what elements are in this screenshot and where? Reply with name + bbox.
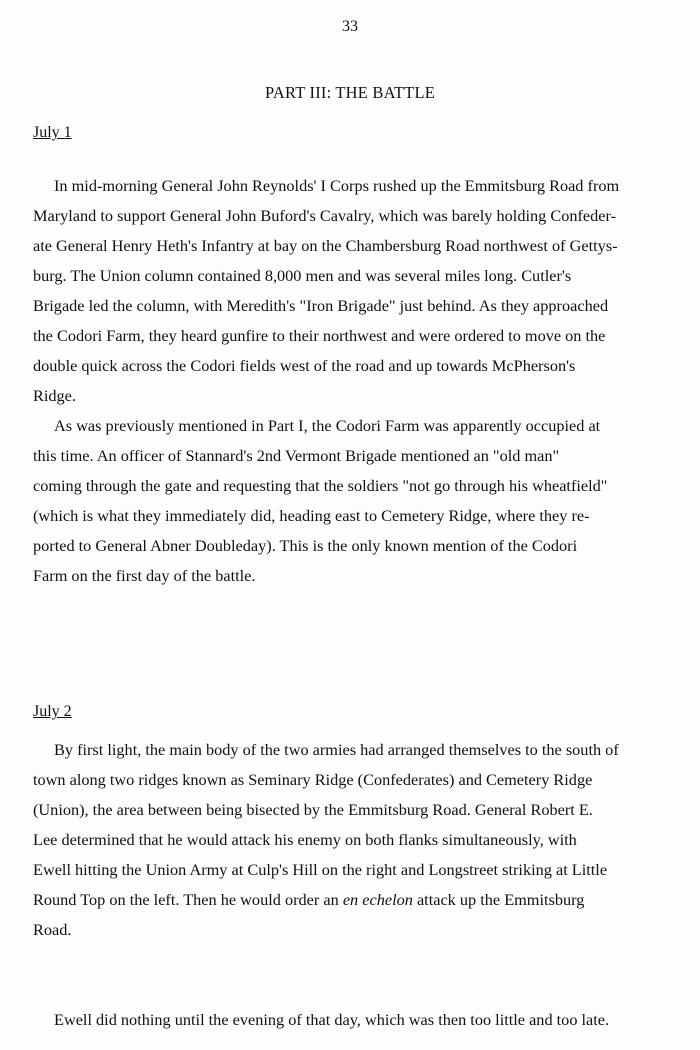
text-line: town along two ridges known as Seminary Ridge (Confederates) and Cemetery Ridge	[33, 770, 593, 789]
text-line-with-italic	[33, 885, 673, 915]
text-line: Ewell did nothing until the evening of that day, which was then too little and too late.	[54, 1010, 610, 1029]
text-line: the Codori Farm, they heard gunfire to their northwest and were ordered to move on the	[33, 326, 606, 345]
page-number: 33	[342, 18, 358, 35]
text-line: By first light, the main body of the two armies had arranged themselves to the south of	[54, 740, 619, 759]
text-line: As was previously mentioned in Part I, the Codori Farm was apparently occupied at	[54, 416, 601, 435]
text-line: ported to General Abner Doubleday). This is the only known mention of the Codori	[33, 536, 578, 555]
text-line: Road.	[33, 920, 72, 939]
text-line: Ridge.	[33, 386, 76, 405]
text-line: burg. The Union column contained 8,000 men and was several miles long. Cutler's	[33, 266, 572, 285]
section-heading-july-1: July 1	[33, 124, 72, 141]
text-line: ate General Henry Heth's Infantry at bay on the Chambersburg Road northwest of Gettys-	[33, 236, 618, 255]
paragraph-july2-ewell	[33, 1005, 673, 1035]
part-title: PART III: THE BATTLE	[265, 83, 435, 102]
text-line: Farm on the first day of the battle.	[33, 566, 256, 585]
section-heading-july-2: July 2	[33, 703, 72, 720]
text-line: Brigade led the column, with Meredith's "Iron Brigade" just behind. As they approached	[33, 296, 609, 315]
text-line: Maryland to support General John Buford's Cavalry, which was barely holding Confeder-	[33, 206, 617, 225]
paragraph-july1-reynolds	[33, 171, 673, 411]
italic-term-en-echelon: en echelon	[342, 890, 413, 909]
text-line: this time. An officer of Stannard's 2nd Vermont Brigade mentioned an "old man"	[33, 446, 560, 465]
paragraph-july1-codori-farm	[33, 411, 673, 591]
text-segment: attack up the Emmitsburg	[412, 890, 585, 909]
text-line: Ewell hitting the Union Army at Culp's Hill on the right and Longstreet striking at Little	[33, 860, 608, 879]
text-segment: Round Top on the left. Then he would order an	[33, 890, 343, 909]
text-line: (which is what they immediately did, heading east to Cemetery Ridge, where they re-	[33, 506, 590, 525]
text-line: (Union), the area between being bisected by the Emmitsburg Road. General Robert E.	[33, 800, 593, 819]
text-line: Lee determined that he would attack his enemy on both flanks simultaneously, with	[33, 830, 577, 849]
text-line: coming through the gate and requesting that the soldiers "not go through his wheatfield"	[33, 476, 608, 495]
paragraph-july2-first-light	[33, 735, 673, 945]
text-line: In mid-morning General John Reynolds' I Corps rushed up the Emmitsburg Road from	[54, 176, 620, 195]
text-line: double quick across the Codori fields west of the road and up towards McPherson's	[33, 356, 576, 375]
